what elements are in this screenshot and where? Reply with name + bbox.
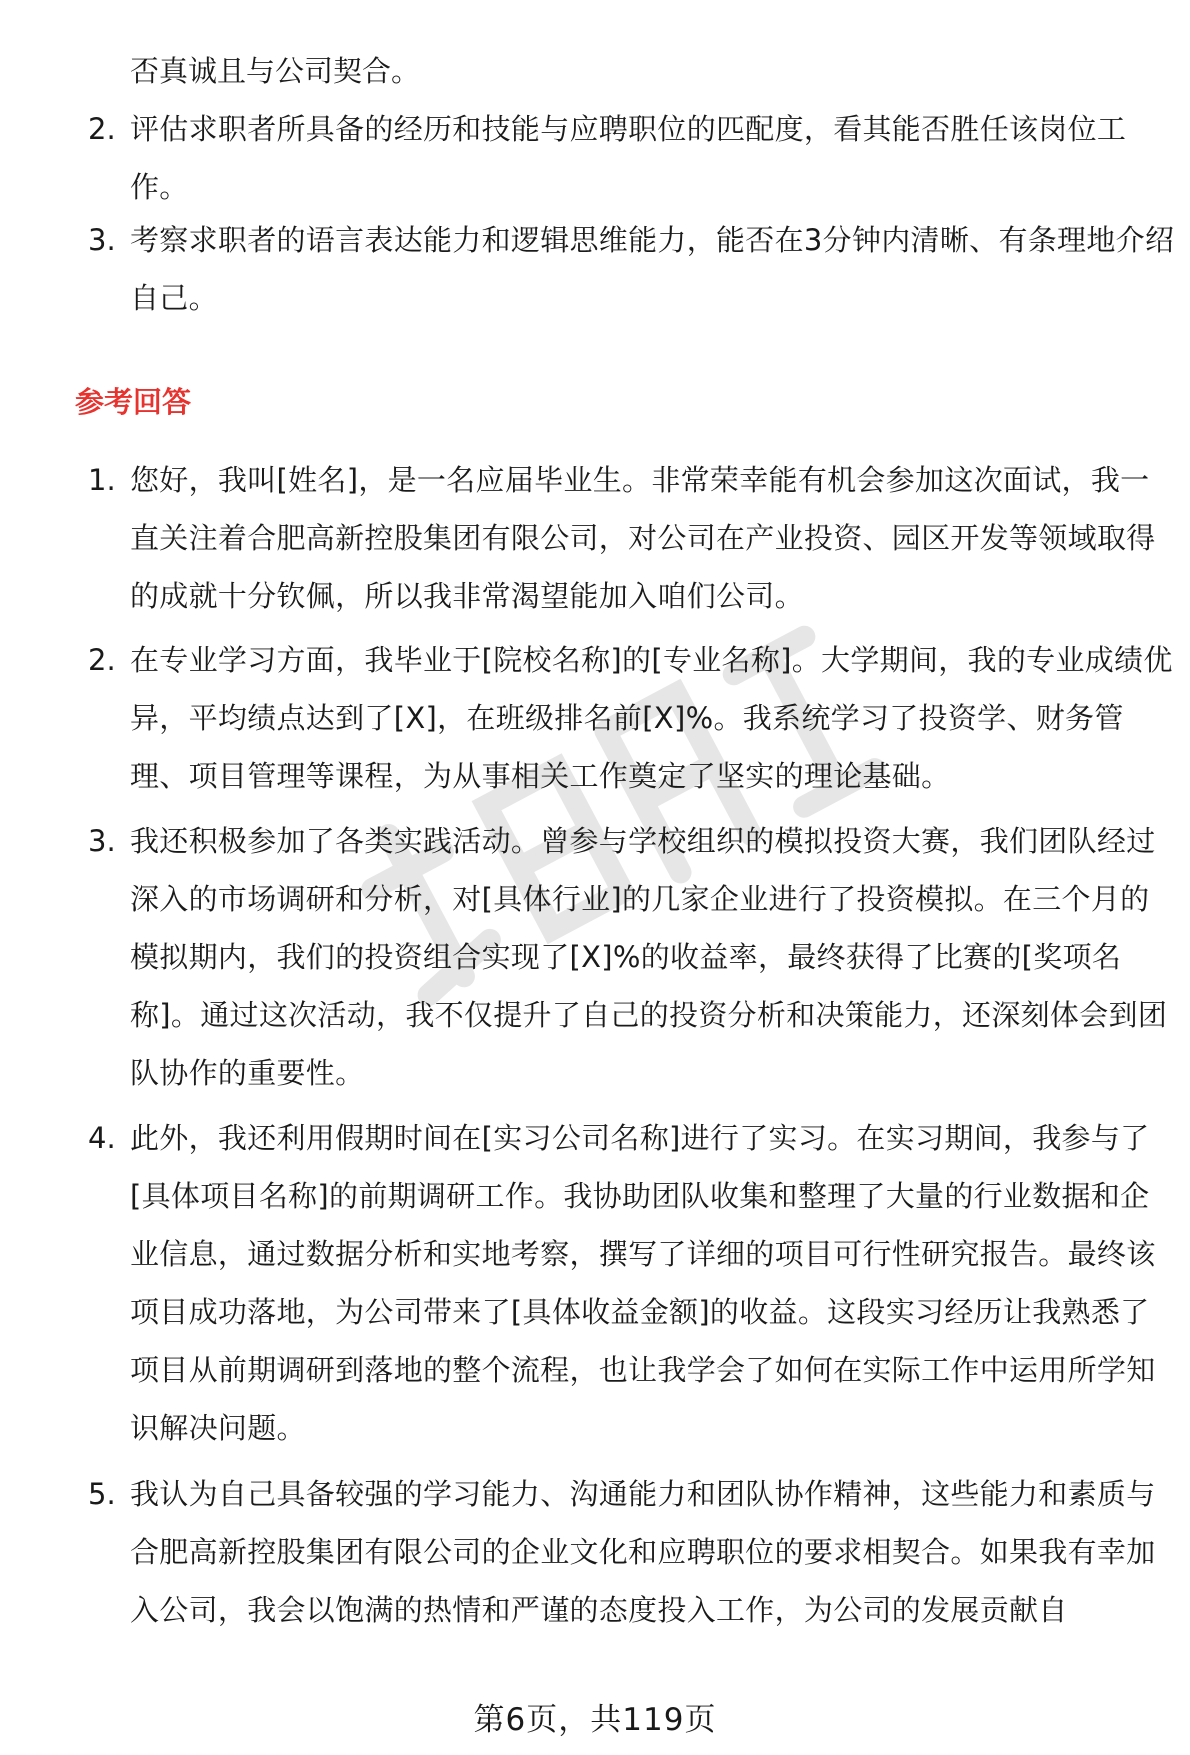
list-number: 2.: [88, 643, 116, 677]
answer-item: [88, 451, 1178, 625]
list-item-text: 评估求职者所具备的经历和技能与应聘职位的匹配度，看其能否胜任该岗位工作。: [130, 112, 1127, 204]
list-number: 3.: [88, 824, 116, 858]
criteria-item: [88, 100, 1178, 216]
list-item-text: 我还积极参加了各类实践活动。曾参与学校组织的模拟投资大赛，我们团队经过深入的市场调研和分析，对[具体行业]的几家企业进行了投资模拟。在三个月的模拟期内，我们的投资组合实现了[X]%的收益率，最终获得了比赛的[奖项名称]。通过这次活动，我不仅提升了自己的投资分析和决策能力，还深刻体会到团队协作的重要性。: [130, 824, 1168, 1090]
section-heading: 参考回答: [75, 385, 192, 419]
answer-item: [88, 1109, 1178, 1457]
intro-continuation: 否真诚且与公司契合。: [130, 54, 421, 88]
list-number: 3.: [88, 223, 116, 257]
list-item-text: 您好，我叫[姓名]，是一名应届毕业生。非常荣幸能有机会参加这次面试，我一直关注着合肥高新控股集团有限公司，对公司在产业投资、园区开发等领域取得的成就十分钦佩，所以我非常渴望能加入咱们公司。: [130, 463, 1156, 613]
list-number: 1.: [88, 463, 116, 497]
list-item-text: 我认为自己具备较强的学习能力、沟通能力和团队协作精神，这些能力和素质与合肥高新控股集团有限公司的企业文化和应聘职位的要求相契合。如果我有幸加入公司，我会以饱满的热情和严谨的态度投入工作，为公司的发展贡献自: [130, 1477, 1156, 1627]
answer-item: [88, 1465, 1178, 1639]
criteria-item: [88, 211, 1178, 327]
list-number: 2.: [88, 112, 116, 146]
list-number: 4.: [88, 1121, 116, 1155]
list-item-text: 此外，我还利用假期时间在[实习公司名称]进行了实习。在实习期间，我参与了[具体项目名称]的前期调研工作。我协助团队收集和整理了大量的行业数据和企业信息，通过数据分析和实地考察，撰写了详细的项目可行性研究报告。最终该项目成功落地，为公司带来了[具体收益金额]的收益。这段实习经历让我熟悉了项目从前期调研到落地的整个流程，也让我学会了如何在实际工作中运用所学知识解决问题。: [130, 1121, 1156, 1445]
list-item-text: 在专业学习方面，我毕业于[院校名称]的[专业名称]。大学期间，我的专业成绩优异，平均绩点达到了[X]，在班级排名前[X]%。我系统学习了投资学、财务管理、项目管理等课程，为从事相关工作奠定了坚实的理论基础。: [130, 643, 1173, 793]
answer-item: [88, 812, 1178, 1102]
list-item-text: 考察求职者的语言表达能力和逻辑思维能力，能否在3分钟内清晰、有条理地介绍自己。: [130, 223, 1175, 315]
page-counter: 第6页，共119页: [473, 1702, 717, 1738]
list-number: 5.: [88, 1477, 116, 1511]
answer-item: [88, 631, 1178, 805]
